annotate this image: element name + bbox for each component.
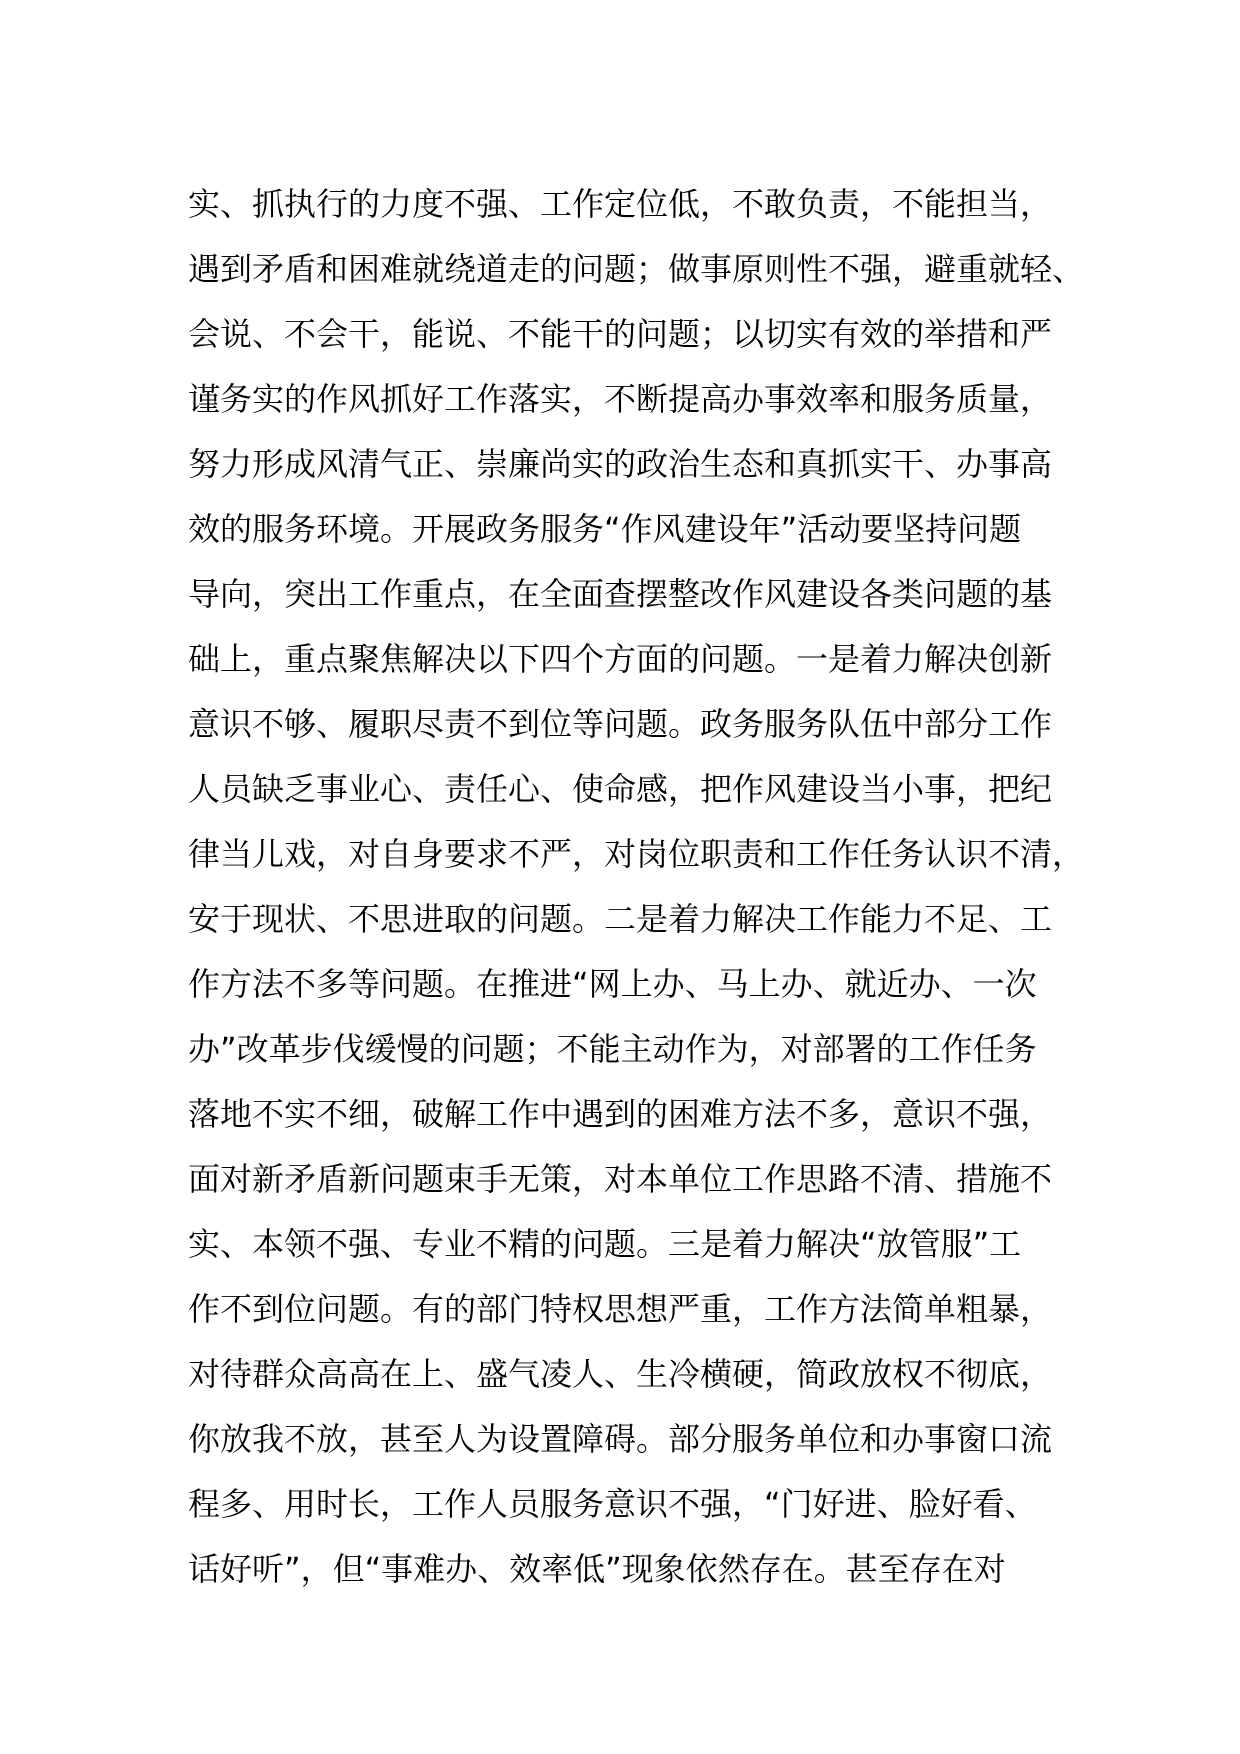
text-line: 效的服务环境。开展政务服务“作风建设年”活动要坚持问题: [188, 510, 1022, 548]
text-line: 落地不实不细，破解工作中遇到的困难方法不多，意识不强，: [188, 1095, 1053, 1133]
text-line: 安于现状、不思进取的问题。二是着力解决工作能力不足、工: [188, 900, 1053, 938]
text-line: 面对新矛盾新问题束手无策，对本单位工作思路不清、措施不: [188, 1160, 1053, 1198]
text-line: 意识不够、履职尽责不到位等问题。政务服务队伍中部分工作: [188, 705, 1053, 743]
text-line: 努力形成风清气正、崇廉尚实的政治生态和真抓实干、办事高: [188, 445, 1053, 483]
text-line: 础上，重点聚焦解决以下四个方面的问题。一是着力解决创新: [188, 640, 1053, 678]
text-line: 话好听”，但“事难办、效率低”现象依然存在。甚至存在对: [188, 1550, 1006, 1588]
body-text: [188, 172, 1088, 1602]
text-line: 对待群众高高在上、盛气凌人、生冷横硬，简政放权不彻底，: [188, 1355, 1053, 1393]
text-line: 你放我不放，甚至人为设置障碍。部分服务单位和办事窗口流: [188, 1420, 1053, 1458]
text-line: 导向，突出工作重点，在全面查摆整改作风建设各类问题的基: [188, 575, 1053, 613]
text-line: 实、抓执行的力度不强、工作定位低，不敢负责，不能担当，: [188, 185, 1053, 223]
text-line: 程多、用时长，工作人员服务意识不强，“门好进、脸好看、: [188, 1485, 1037, 1523]
text-line: 实、本领不强、专业不精的问题。三是着力解决“放管服”工: [188, 1225, 1022, 1263]
text-line: 谨务实的作风抓好工作落实，不断提高办事效率和服务质量，: [188, 380, 1053, 418]
text-line: 会说、不会干，能说、不能干的问题；以切实有效的举措和严: [188, 315, 1053, 353]
text-line: 作不到位问题。有的部门特权思想严重，工作方法简单粗暴，: [188, 1290, 1053, 1328]
text-line: 遇到矛盾和困难就绕道走的问题；做事原则性不强，避重就轻、: [188, 250, 1085, 288]
text-line: 作方法不多等问题。在推进“网上办、马上办、就近办、一次: [188, 965, 1037, 1003]
text-line: 办”改革步伐缓慢的问题；不能主动作为，对部署的工作任务: [188, 1030, 1037, 1068]
text-line: 律当儿戏，对自身要求不严，对岗位职责和工作任务认识不清，: [188, 835, 1085, 873]
text-line: 人员缺乏事业心、责任心、使命感，把作风建设当小事，把纪: [188, 770, 1053, 808]
